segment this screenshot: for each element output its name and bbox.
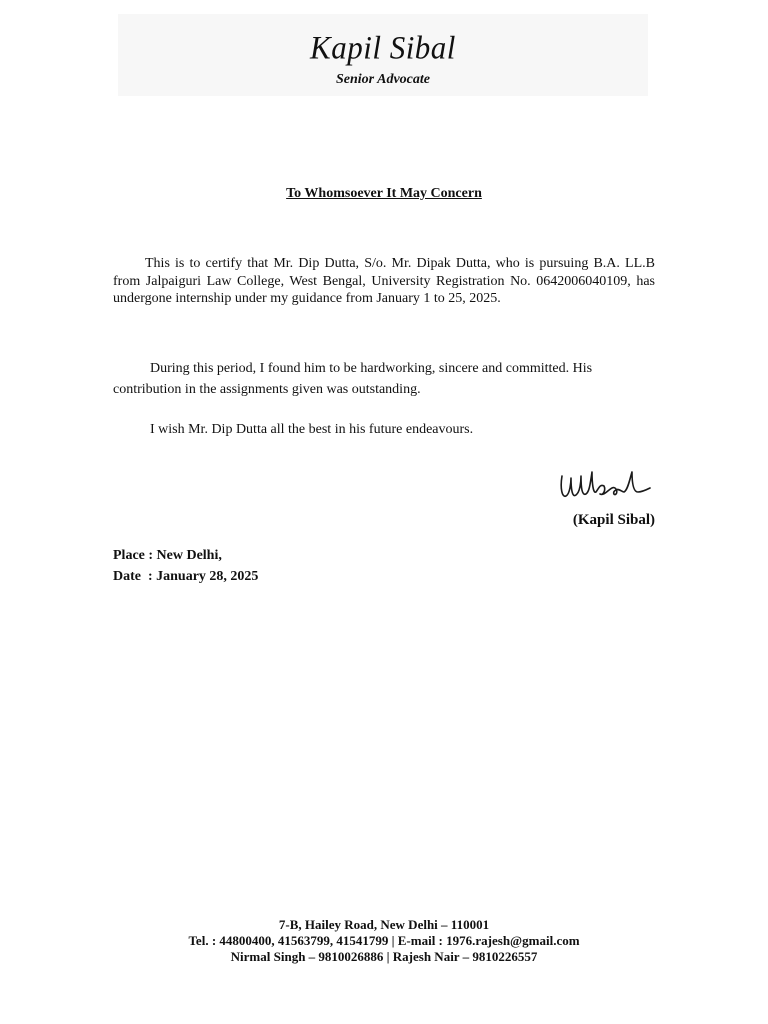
certification-paragraph: This is to certify that Mr. Dip Dutta, S/o. Mr. Dipak Dutta, who is pursuing B.A. LL.B from Jalpaiguri Law College, West Bengal, University Registration No. 0642006040109, has undergone internship under my guidance from January 1 to 25, 2025. [113,256,655,306]
date-line: Date : January 28, 2025 [113,569,259,584]
footer-contact: Tel. : 44800400, 41563799, 41541799 | E-mail : 1976.rajesh@gmail.com [188,933,580,948]
signatory-name: (Kapil Sibal) [572,512,655,528]
letterhead-designation: Senior Advocate [336,72,430,87]
letterhead-name: Kapil Sibal [310,29,456,66]
letterhead [118,14,648,96]
footer-staff-contacts: Nirmal Singh – 9810026886 | Rajesh Nair – 9810226557 [230,949,538,964]
handwritten-signature [556,466,656,506]
wishes-paragraph: I wish Mr. Dip Dutta all the best in his future endeavours. [150,422,474,437]
place-line: Place : New Delhi, [113,548,222,563]
footer-address: 7-B, Hailey Road, New Delhi – 110001 [278,917,490,932]
letter-heading: To Whomsoever It May Concern [286,186,482,201]
assessment-paragraph: During this period, I found him to be hardworking, sincere and committed. His contribution in the assignments given was outstanding. [113,361,593,397]
